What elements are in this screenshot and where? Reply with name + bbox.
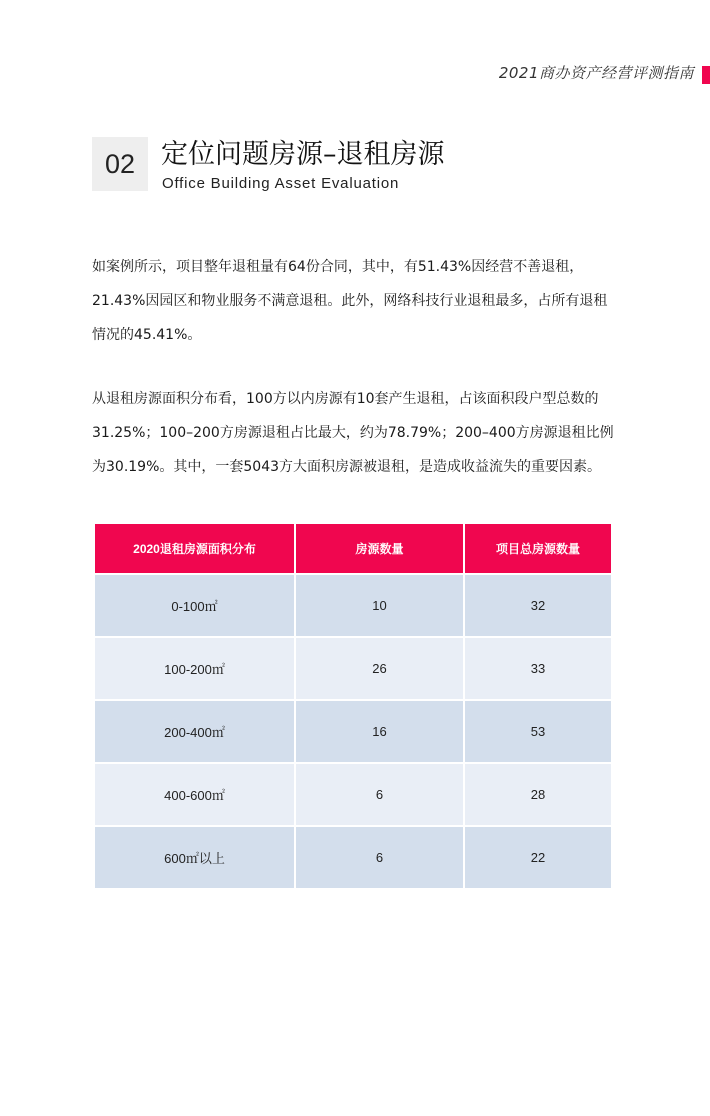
paragraph-line: 从退租房源面积分布看，100方以内房源有10套产生退租，占该面积段户型总数的	[92, 391, 599, 407]
cell-total: 53	[464, 700, 612, 763]
cell-area: 400-600㎡	[94, 763, 295, 826]
paragraph-line: 为30.19%。其中，一套5043方大面积房源被退租，是造成收益流失的重要因素。	[92, 459, 602, 475]
table-row	[94, 826, 612, 889]
header-area-distribution: 2020退租房源面积分布	[94, 523, 295, 574]
table-row	[94, 637, 612, 700]
cell-area: 600㎡以上	[94, 826, 295, 889]
cell-area: 0-100㎡	[94, 574, 295, 637]
cell-count: 6	[295, 826, 464, 889]
header-total-units: 项目总房源数量	[464, 523, 612, 574]
header-unit-count: 房源数量	[295, 523, 464, 574]
table-row	[94, 763, 612, 826]
paragraph-2	[92, 382, 622, 484]
paragraph-line: 如案例所示，项目整年退租量有64份合同，其中，有51.43%因经营不善退租，	[92, 259, 584, 275]
cell-total: 32	[464, 574, 612, 637]
cell-count: 10	[295, 574, 464, 637]
section-number-badge: 02	[92, 137, 148, 191]
paragraph-line: 31.25%；100–200方房源退租占比最大，约为78.79%；200–400方房源退租比例	[92, 425, 614, 441]
vacancy-area-table	[93, 522, 613, 890]
cell-total: 22	[464, 826, 612, 889]
table-row	[94, 700, 612, 763]
paragraph-1	[92, 250, 622, 352]
paragraph-line: 21.43%因园区和物业服务不满意退租。此外，网络科技行业退租最多，占所有退租	[92, 293, 608, 309]
cell-total: 33	[464, 637, 612, 700]
paragraph-line: 情况的45.41%。	[92, 327, 202, 343]
cell-count: 16	[295, 700, 464, 763]
cell-area: 100-200㎡	[94, 637, 295, 700]
cell-total: 28	[464, 763, 612, 826]
table-row	[94, 574, 612, 637]
document-header-title: 2021商办资产经营评测指南	[498, 64, 694, 82]
cell-count: 26	[295, 637, 464, 700]
section-title: 定位问题房源–退租房源	[161, 139, 445, 170]
table-header-row	[94, 523, 612, 574]
cell-count: 6	[295, 763, 464, 826]
header-accent-bar	[702, 66, 710, 84]
section-subtitle: Office Building Asset Evaluation	[162, 175, 400, 192]
cell-area: 200-400㎡	[94, 700, 295, 763]
